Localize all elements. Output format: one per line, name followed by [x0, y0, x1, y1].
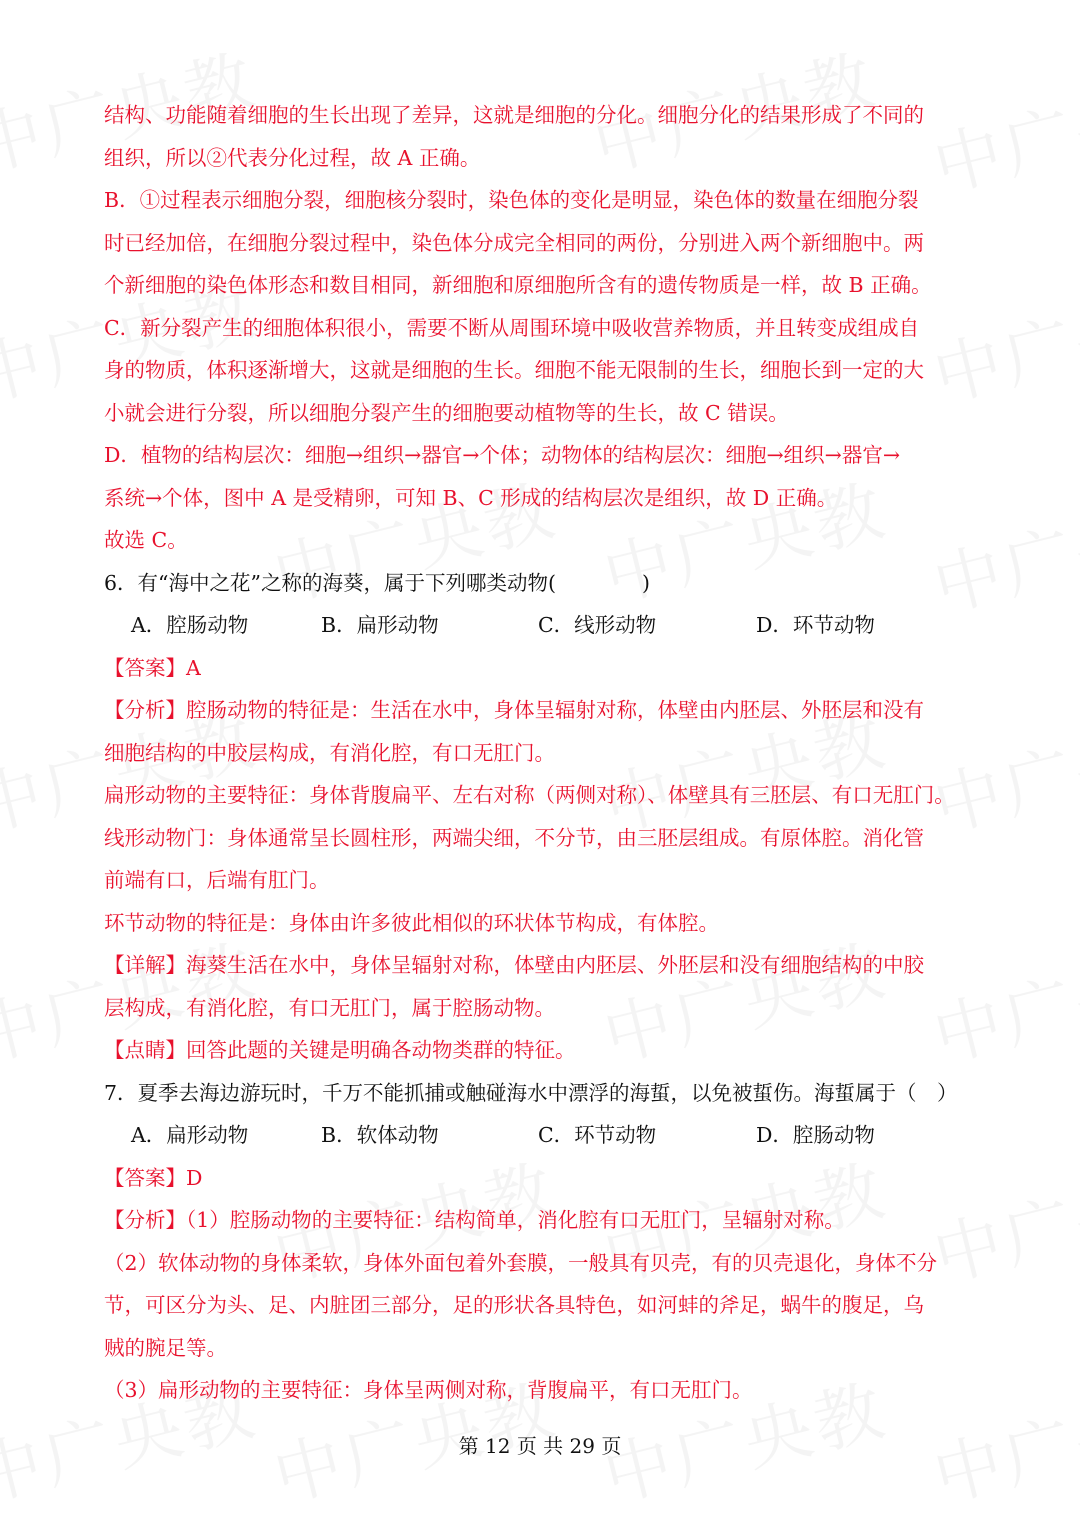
q7-analysis-line: （3）扁形动物的主要特征：身体呈两侧对称，背腹扁平，有口无肛门。 — [104, 1378, 753, 1402]
q7-option-d: D．腔肠动物 — [756, 1123, 875, 1147]
answer-tag: 【答案】 — [104, 655, 186, 680]
q6-option-d: D．环节动物 — [756, 613, 875, 637]
document-body — [104, 94, 976, 1412]
q6-analysis — [104, 689, 976, 732]
q5-explanation-line: C．新分裂产生的细胞体积很小，需要不断从周围环境中吸收营养物质，并且转变成组成自 — [104, 315, 920, 340]
q5-conclusion: 故选 C。 — [104, 528, 188, 552]
q7-option-b: B．软体动物 — [321, 1123, 439, 1147]
q7-options — [104, 1114, 976, 1157]
q7-analysis-line: （2）软体动物的身体柔软，身体外面包着外套膜，一般具有贝壳，有的贝壳退化，身体不分 — [104, 1250, 938, 1275]
q6-analysis-line: 前端有口，后端有肛门。 — [104, 868, 330, 892]
q7-stem: 7．夏季去海边游玩时，千万不能抓捕或触碰海水中漂浮的海蜇，以免被蜇伤。海蜇属于（ ） — [104, 1080, 958, 1105]
q6-analysis-line: 扁形动物的主要特征：身体背腹扁平、左右对称（两侧对称）、体壁具有三胚层、有口无肛门。 — [104, 783, 955, 807]
q6-analysis-line: 线形动物门：身体通常呈长圆柱形，两端尖细，不分节，由三胚层组成。有原体腔。消化管 — [104, 825, 924, 850]
q6-analysis-line: 环节动物的特征是：身体由许多彼此相似的环状体节构成，有体腔。 — [104, 910, 719, 935]
q5-explanation-line: B．①过程表示细胞分裂，细胞核分裂时，染色体的变化是明显，染色体的数量在细胞分裂 — [104, 188, 919, 212]
q7-answer — [104, 1157, 976, 1200]
q7-analysis-line: 贼的腕足等。 — [104, 1335, 227, 1360]
q7-option-c: C．环节动物 — [538, 1123, 657, 1147]
q6-stem-text: 6．有“海中之花”之称的海葵，属于下列哪类动物( — [104, 570, 556, 595]
answer-tag: 【答案】 — [104, 1165, 186, 1190]
q7-analysis-text: （1）腔肠动物的主要特征：结构简单，消化腔有口无肛门，呈辐射对称。 — [186, 1208, 845, 1232]
q5-explanation-line: D．植物的结构层次：细胞→组织→器官→个体；动物体的结构层次：细胞→组织→器官→ — [104, 443, 900, 467]
analysis-tag: 【分析】 — [104, 1208, 186, 1232]
q6-answer-value: A — [186, 655, 201, 680]
q6-stem-close: ) — [642, 570, 650, 595]
q7-answer-value: D — [186, 1165, 203, 1190]
q5-explanation-line: 组织，所以②代表分化过程，故 A 正确。 — [104, 145, 481, 170]
q7-analysis-line: 节，可区分为头、足、内脏团三部分，足的形状各具特色，如河蚌的斧足，蜗牛的腹足，乌 — [104, 1293, 924, 1317]
q5-explanation-line: 时已经加倍，在细胞分裂过程中，染色体分成完全相同的两份，分别进入两个新细胞中。两 — [104, 230, 924, 255]
q6-stem — [104, 562, 976, 605]
q5-explanation-line: 身的物质，体积逐渐增大，这就是细胞的生长。细胞不能无限制的生长，细胞长到一定的大 — [104, 358, 924, 382]
q7-analysis — [104, 1199, 976, 1242]
q5-explanation-line: 个新细胞的染色体形态和数目相同，新细胞和原细胞所含有的遗传物质是一样，故 B 正确。 — [104, 273, 932, 297]
q6-tip — [104, 1029, 976, 1072]
q5-explanation-line: 系统→个体，图中 A 是受精卵，可知 B、C 形成的结构层次是组织，故 D 正确。 — [104, 485, 838, 510]
q6-option-c: C．线形动物 — [538, 613, 657, 637]
q5-explanation-line: 结构、功能随着细胞的生长出现了差异，这就是细胞的分化。细胞分化的结果形成了不同的 — [104, 103, 924, 127]
q6-analysis-line: 细胞结构的中胶层构成，有消化腔，有口无肛门。 — [104, 740, 555, 765]
q7-option-a: A．扁形动物 — [131, 1123, 249, 1147]
page-number-footer: 第 12 页 共 29 页 — [458, 1434, 622, 1458]
q6-option-a: A．腔肠动物 — [131, 613, 249, 637]
q5-explanation-line: 小就会进行分裂，所以细胞分裂产生的细胞要动植物等的生长，故 C 错误。 — [104, 400, 789, 425]
analysis-tag: 【分析】 — [104, 698, 186, 722]
q6-answer — [104, 647, 976, 690]
q6-options — [104, 604, 976, 647]
q6-option-b: B．扁形动物 — [321, 613, 439, 637]
q6-detail-line: 层构成，有消化腔，有口无肛门，属于腔肠动物。 — [104, 995, 555, 1020]
q6-tip-text: 回答此题的关键是明确各动物类群的特征。 — [186, 1038, 576, 1062]
tip-tag: 【点睛】 — [104, 1038, 186, 1062]
q6-analysis-text: 腔肠动物的特征是：生活在水中，身体呈辐射对称，体壁由内胚层、外胚层和没有 — [186, 698, 924, 722]
detail-tag: 【详解】 — [104, 953, 186, 977]
q6-detail — [104, 944, 976, 987]
q6-detail-text: 海葵生活在水中，身体呈辐射对称，体壁由内胚层、外胚层和没有细胞结构的中胶 — [186, 953, 924, 977]
